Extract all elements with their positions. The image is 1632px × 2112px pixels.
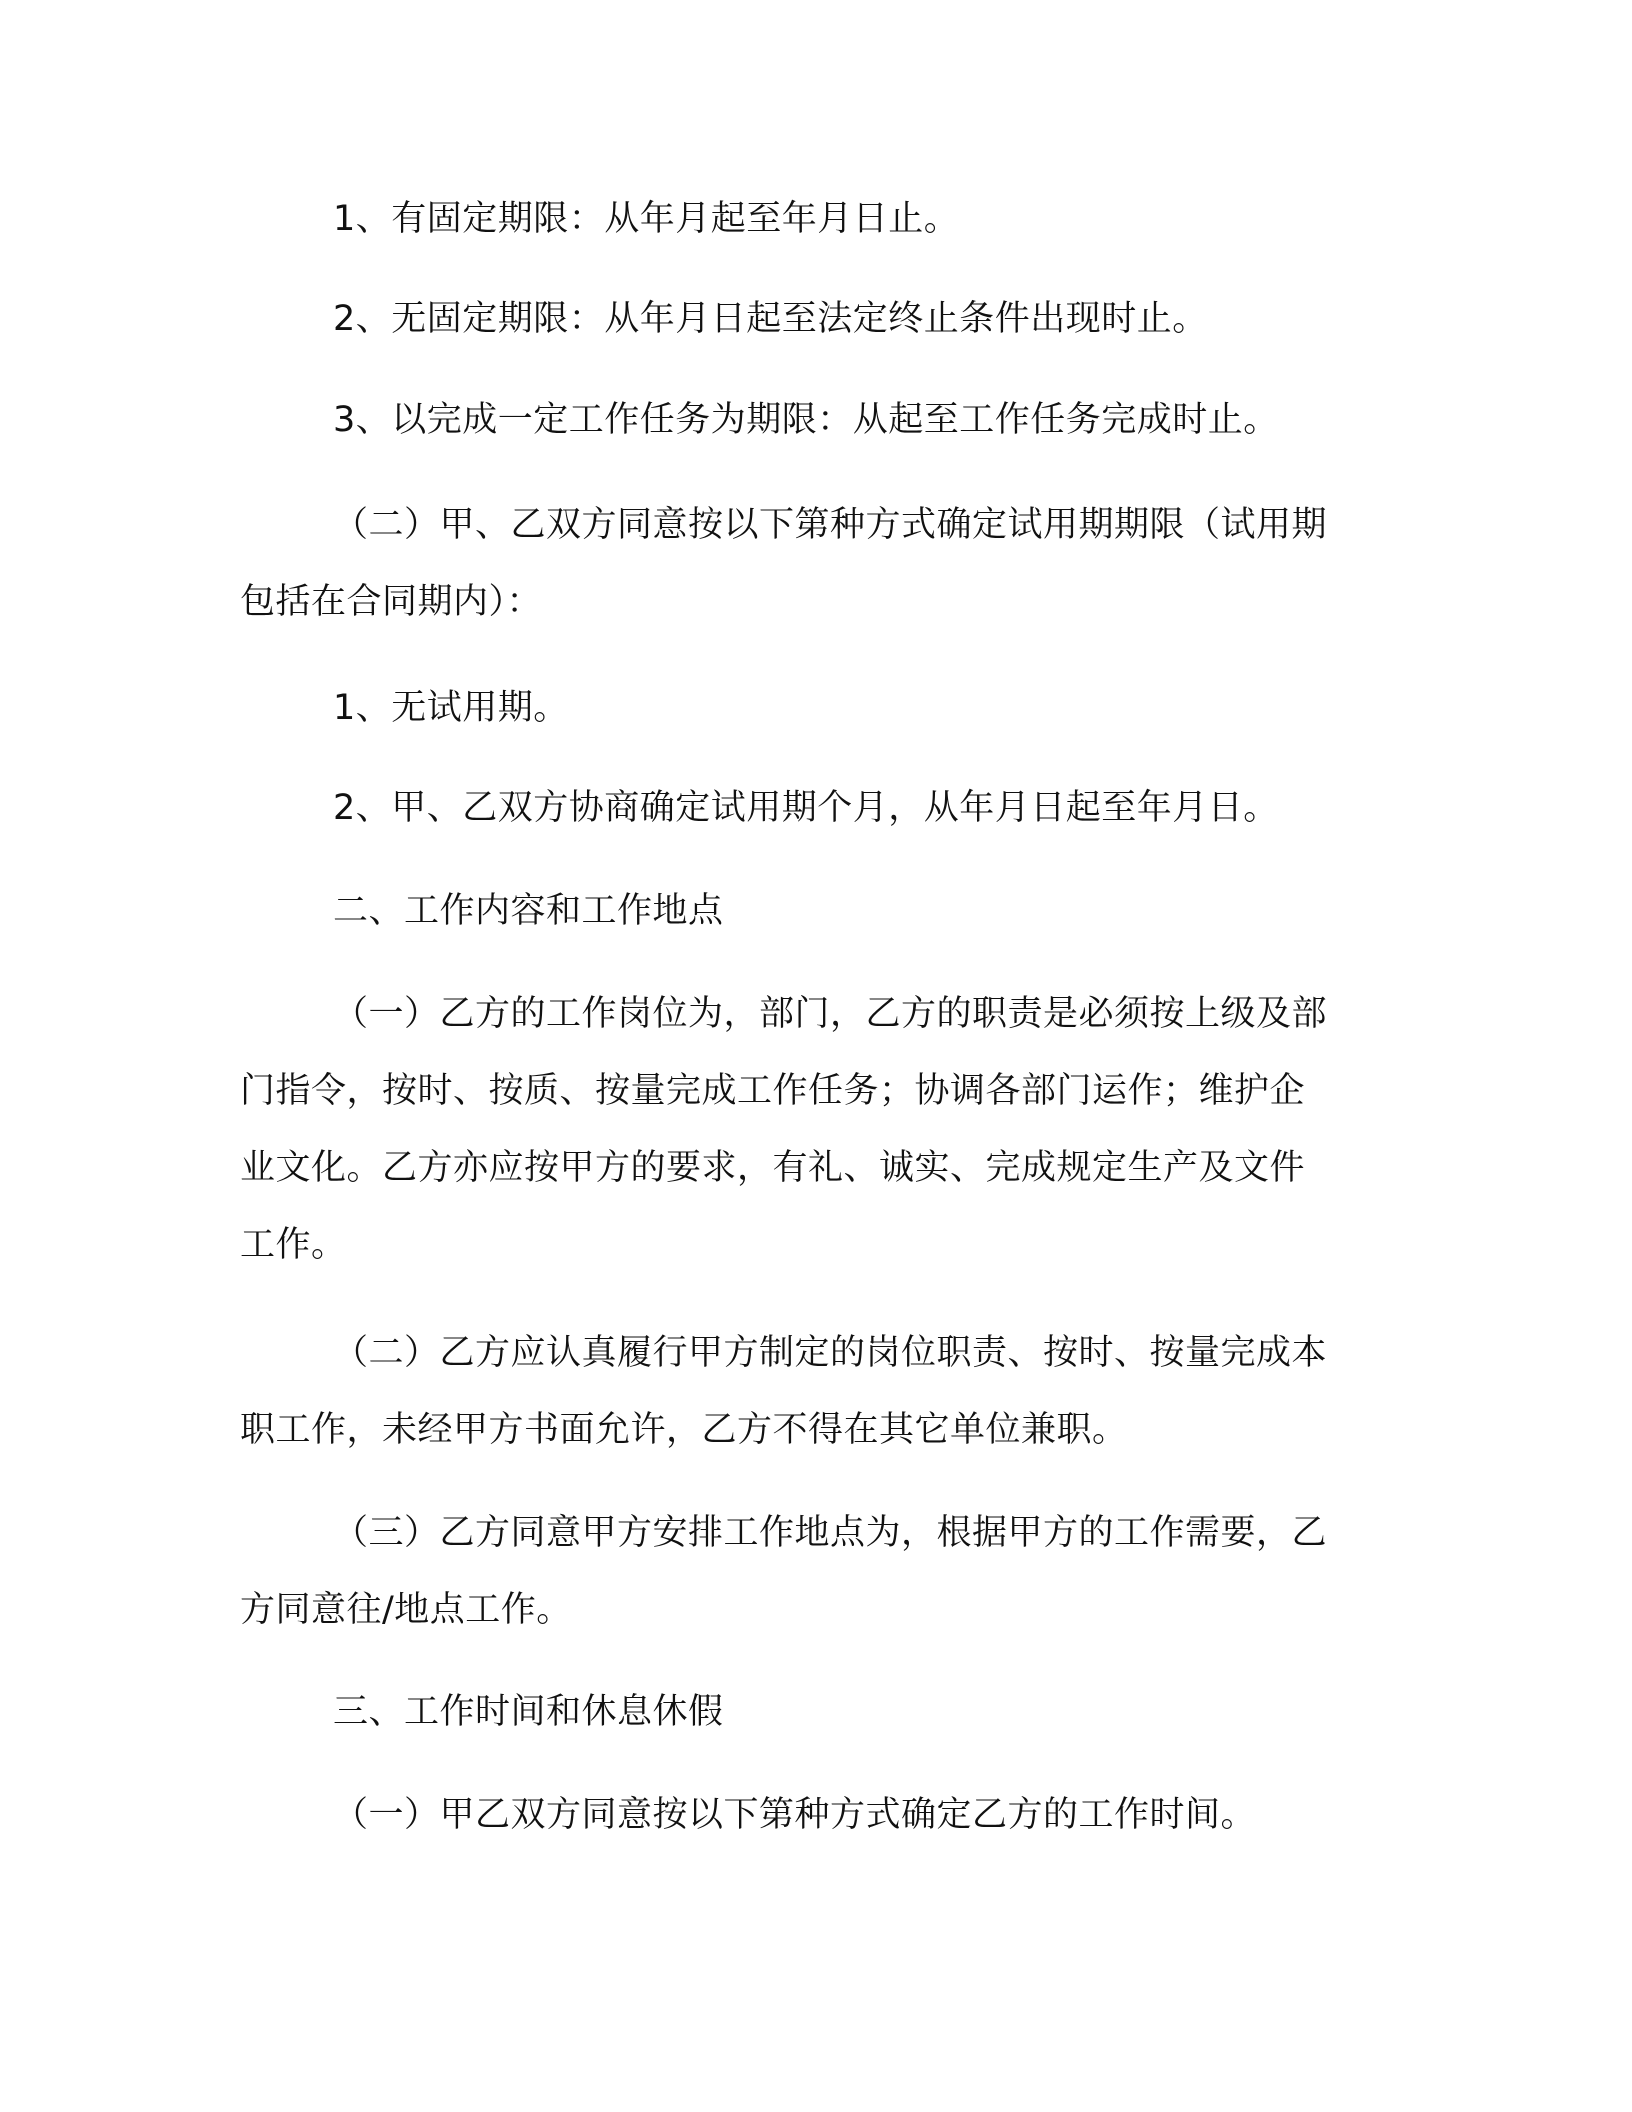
probation-negotiated: 2、甲、乙双方协商确定试用期个月，从年月日起至年月日。 xyxy=(333,788,1279,828)
probation-clause-line-2: 包括在合同期内）： xyxy=(240,582,543,622)
location-clause-line-2: 方同意往/地点工作。 xyxy=(240,1590,572,1630)
duty-clause-line-3: 业文化。乙方亦应按甲方的要求，有礼、诚实、完成规定生产及文件 xyxy=(240,1148,1306,1188)
term-task-based: 3、以完成一定工作任务为期限：从起至工作任务完成时止。 xyxy=(333,400,1279,440)
location-clause-line-1: （三）乙方同意甲方安排工作地点为，根据甲方的工作需要，乙 xyxy=(333,1513,1328,1553)
hours-clause: （一）甲乙双方同意按以下第种方式确定乙方的工作时间。 xyxy=(333,1795,1257,1835)
section-heading-hours: 三、工作时间和休息休假 xyxy=(333,1692,724,1732)
duty-clause-line-1: （一）乙方的工作岗位为，部门，乙方的职责是必须按上级及部 xyxy=(333,994,1328,1034)
responsibility-line-2: 职工作，未经甲方书面允许，乙方不得在其它单位兼职。 xyxy=(240,1410,1128,1450)
duty-clause-line-2: 门指令，按时、按质、按量完成工作任务；协调各部门运作；维护企 xyxy=(240,1071,1306,1111)
probation-none: 1、无试用期。 xyxy=(333,688,569,728)
term-open-ended: 2、无固定期限：从年月日起至法定终止条件出现时止。 xyxy=(333,299,1208,339)
probation-clause-line-1: （二）甲、乙双方同意按以下第种方式确定试用期期限（试用期 xyxy=(333,505,1328,545)
term-fixed: 1、有固定期限：从年月起至年月日止。 xyxy=(333,199,960,239)
section-heading-work: 二、工作内容和工作地点 xyxy=(333,891,724,931)
duty-clause-line-4: 工作。 xyxy=(240,1225,347,1265)
responsibility-line-1: （二）乙方应认真履行甲方制定的岗位职责、按时、按量完成本 xyxy=(333,1333,1328,1373)
